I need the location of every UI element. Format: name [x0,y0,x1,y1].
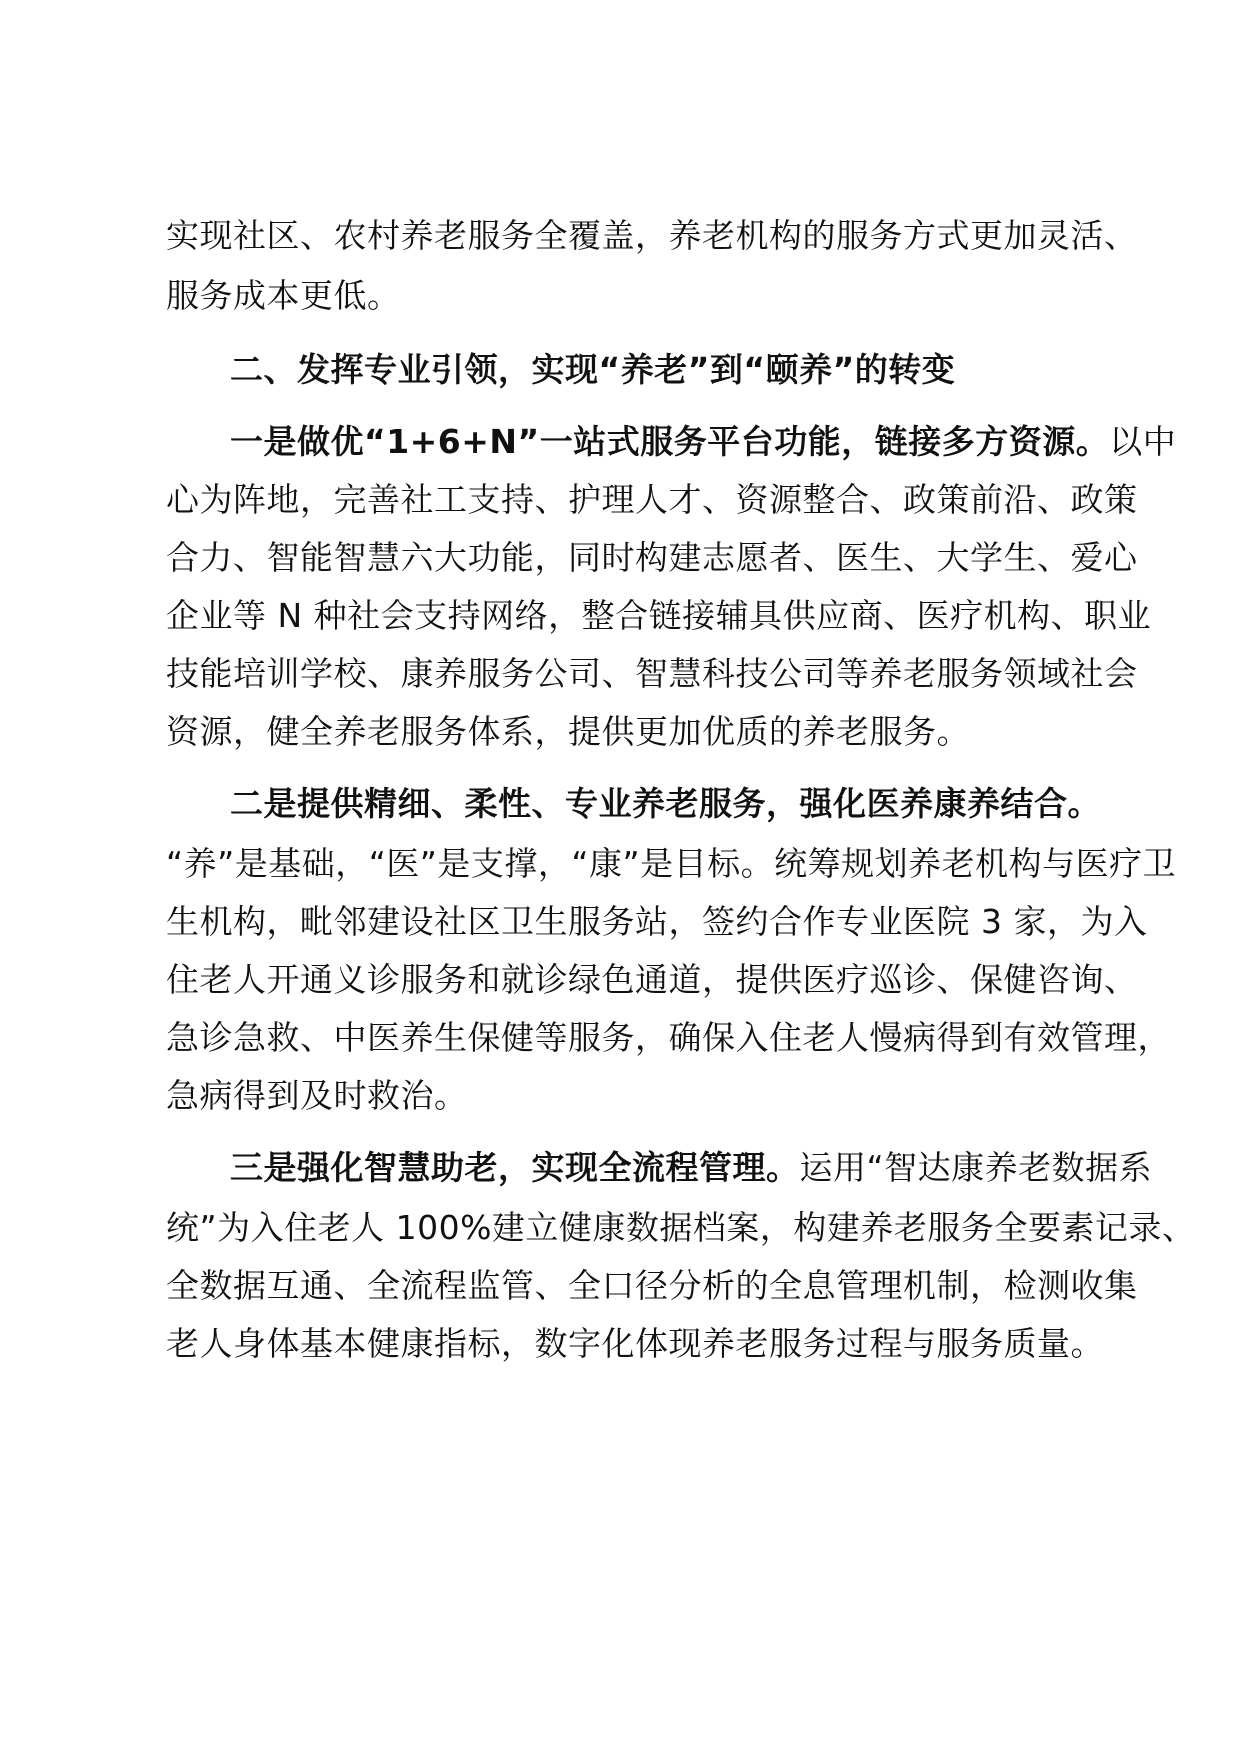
item-3-first-line-rest: 运用“智达康养老数据系 [799,1148,1153,1187]
paragraph-line: “养”是基础，“医”是支撑，“康”是目标。统筹规划养老机构与医疗卫 [166,844,1177,883]
paragraph-line: 统”为入住老人 100%建立健康数据档案，构建养老服务全要素记录、 [166,1208,1196,1247]
item-1-lead: 一是做优“1+6+N”一站式服务平台功能，链接多方资源。 [230,422,1110,461]
paragraph-line: 急诊急救、中医养生保健等服务，确保入住老人慢病得到有效管理， [166,1018,1171,1057]
paragraph-line: 急病得到及时救治。 [166,1076,468,1115]
paragraph-line: 老人身体基本健康指标，数字化体现养老服务过程与服务质量。 [166,1324,1104,1363]
item-2-lead: 二是提供精细、柔性、专业养老服务，强化医养康养结合。 [230,784,1101,823]
paragraph-line: 资源，健全养老服务体系，提供更加优质的养老服务。 [166,712,970,751]
paragraph-line: 服务成本更低。 [166,276,401,315]
paragraph-line: 住老人开通义诊服务和就诊绿色通道，提供医疗巡诊、保健咨询、 [166,960,1138,999]
item-1-first-line [230,420,1176,464]
paragraph-line: 心为阵地，完善社工支持、护理人才、资源整合、政策前沿、政策 [166,480,1138,519]
paragraph-line: 合力、智能智慧六大功能，同时构建志愿者、医生、大学生、爱心 [166,538,1138,577]
paragraph-line: 全数据互通、全流程监管、全口径分析的全息管理机制，检测收集 [166,1266,1138,1305]
paragraph-line: 企业等 N 种社会支持网络，整合链接辅具供应商、医疗机构、职业 [166,596,1152,635]
item-3-lead: 三是强化智慧助老，实现全流程管理。 [230,1148,800,1187]
paragraph-line: 技能培训学校、康养服务公司、智慧科技公司等养老服务领域社会 [166,654,1138,693]
item-1-first-line-rest: 以中 [1109,422,1177,461]
paragraph-line: 实现社区、农村养老服务全覆盖，养老机构的服务方式更加灵活、 [166,216,1138,255]
paragraph-line: 生机构，毗邻建设社区卫生服务站，签约合作专业医院 3 家，为入 [166,902,1148,941]
section-heading: 二、发挥专业引领，实现“养老”到“颐养”的转变 [230,350,956,389]
item-3-first-line [230,1146,1152,1190]
